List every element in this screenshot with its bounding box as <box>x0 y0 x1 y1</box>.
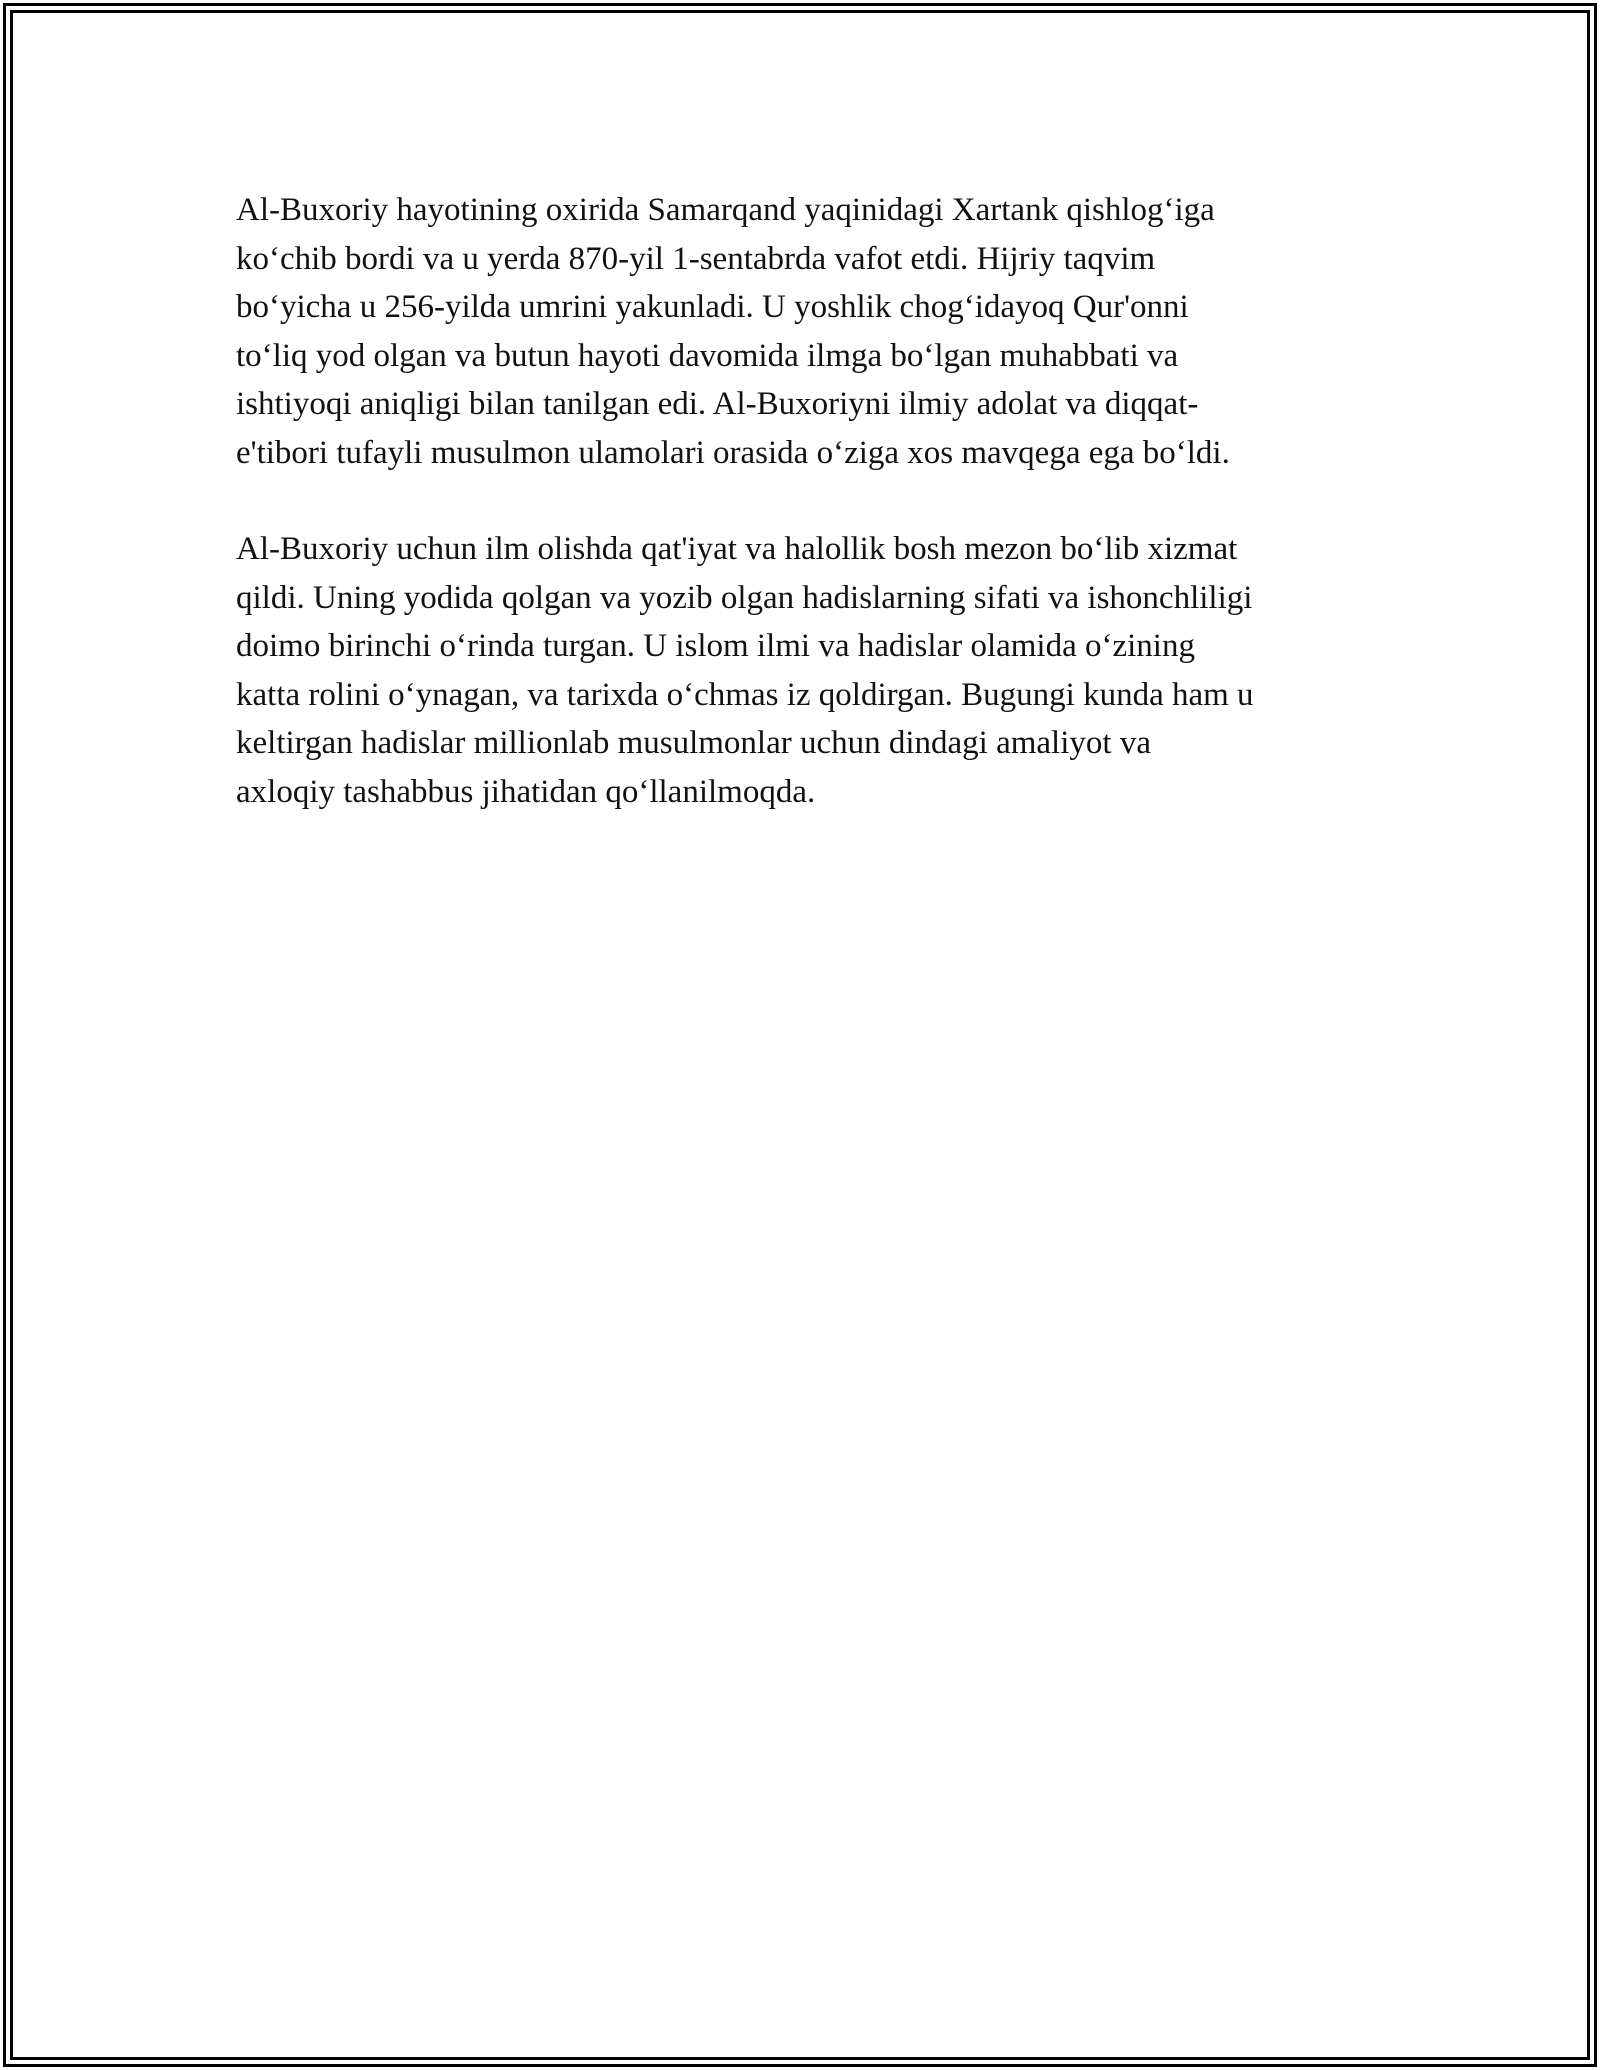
text-line: ishtiyoqi aniqligi bilan tanilgan edi. Al-Buxoriyni ilmiy adolat va diqqat- <box>236 386 1199 422</box>
text-line: Al-Buxoriy hayotining oxirida Samarqand yaqinidagi Xartank qishlog‘iga <box>236 192 1215 228</box>
text-line: axloqiy tashabbus jihatidan qo‘llanilmoqda. <box>236 773 816 810</box>
text-line: bo‘yicha u 256-yilda umrini yakunladi. U yoshlik chog‘idayoq Qur'onni <box>236 289 1189 325</box>
document-body <box>236 186 1386 864</box>
text-line: e'tibori tufayli musulmon ulamolari orasida o‘ziga xos mavqega ega bo‘ldi. <box>236 434 1230 471</box>
text-line: doimo birinchi o‘rinda turgan. U islom ilmi va hadislar olamida o‘zining <box>236 628 1195 664</box>
paragraph-2 <box>236 525 1386 816</box>
text-line: katta rolini o‘ynagan, va tarixda o‘chmas iz qoldirgan. Bugungi kunda ham u <box>236 676 1254 713</box>
text-line: to‘liq yod olgan va butun hayoti davomida ilmga bo‘lgan muhabbati va <box>236 337 1179 374</box>
text-line: qildi. Uning yodida qolgan va yozib olgan hadislarning sifati va ishonchliligi <box>236 579 1253 616</box>
text-line: keltirgan hadislar millionlab musulmonlar uchun dindagi amaliyot va <box>236 725 1151 761</box>
text-line: ko‘chib bordi va u yerda 870-yil 1-sentabrda vafot etdi. Hijriy taqvim <box>236 240 1156 277</box>
text-line: Al-Buxoriy uchun ilm olishda qat'iyat va halollik bosh mezon bo‘lib xizmat <box>236 531 1238 567</box>
paragraph-1 <box>236 186 1386 477</box>
